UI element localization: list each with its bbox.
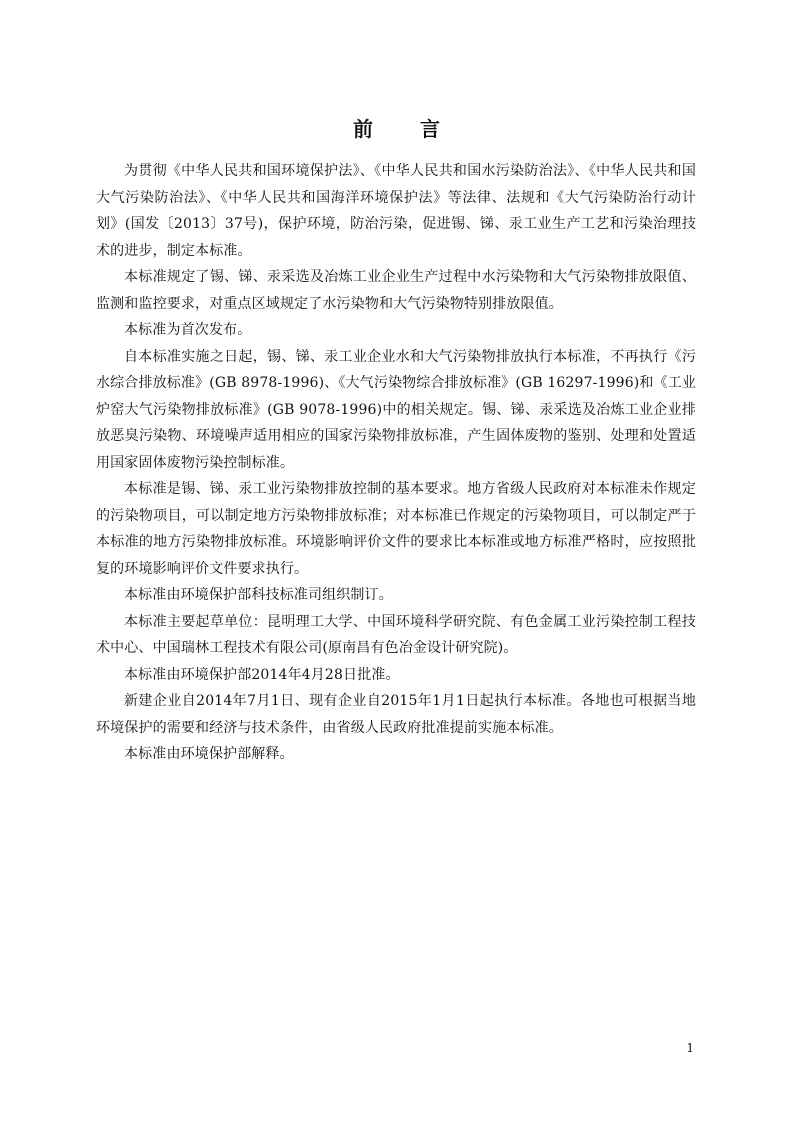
paragraph-effective-date: 新建企业自2014年7月1日、现有企业自2015年1月1日起执行本标准。各地也可根据当地环境保护的需要和经济与技术条件，由省级人民政府批准提前实施本标准。 [96, 693, 696, 736]
paragraph-purpose: 为贯彻《中华人民共和国环境保护法》、《中华人民共和国水污染防治法》、《中华人民共和国大气污染防治法》、《中华人民共和国海洋环境保护法》等法律、法规和《大气污染防治行动计划》(国发〔2013〕37号)，保护环境，防治污染，促进锡、锑、汞工业生产工艺和污染治理技术的进步，制定本标准。 [96, 163, 696, 259]
paragraph-first-release: 本标准为首次发布。 [124, 322, 252, 338]
paragraph-interpretation: 本标准由环境保护部解释。 [124, 746, 294, 762]
paragraph-basic-requirements: 本标准是锡、锑、汞工业污染物排放控制的基本要求。地方省级人民政府对本标准未作规定的污染物项目，可以制定地方污染物排放标准；对本标准已作规定的污染物项目，可以制定严于本标准的地方污染物排放标准。环境影响评价文件的要求比本标准或地方标准严格时，应按照批复的环境影响评价文件要求执行。 [96, 481, 696, 577]
paragraph-implementation: 自本标准实施之日起，锡、锑、汞工业企业水和大气污染物排放执行本标准，不再执行《污水综合排放标准》(GB 8978-1996)、《大气污染物综合排放标准》(GB 16297-1996)和《工业炉窑大气污染物排放标准》(GB 9078-1996)中的相关规定。锡、锑、汞采选及冶炼工业企业排放恶臭污染物、环境噪声适用相应的国家污染物排放标准，产生固体废物的鉴别、处理和处置适用国家固体废物污染控制标准。 [96, 348, 696, 471]
paragraph-organizer: 本标准由环境保护部科技标准司组织制订。 [124, 587, 393, 603]
paragraph-scope: 本标准规定了锡、锑、汞采选及冶炼工业企业生产过程中水污染物和大气污染物排放限值、监测和监控要求，对重点区域规定了水污染物和大气污染物特别排放限值。 [96, 269, 696, 312]
paragraph-drafting-units: 本标准主要起草单位：昆明理工大学、中国环境科学研究院、有色金属工业污染控制工程技术中心、中国瑞林工程技术有限公司(原南昌有色冶金设计研究院)。 [96, 613, 696, 656]
paragraph-approval: 本标准由环境保护部2014年4月28日批准。 [124, 666, 400, 683]
preface-body [96, 158, 696, 768]
page-title: 前 言 [353, 117, 460, 141]
page-number: 1 [686, 1041, 694, 1055]
